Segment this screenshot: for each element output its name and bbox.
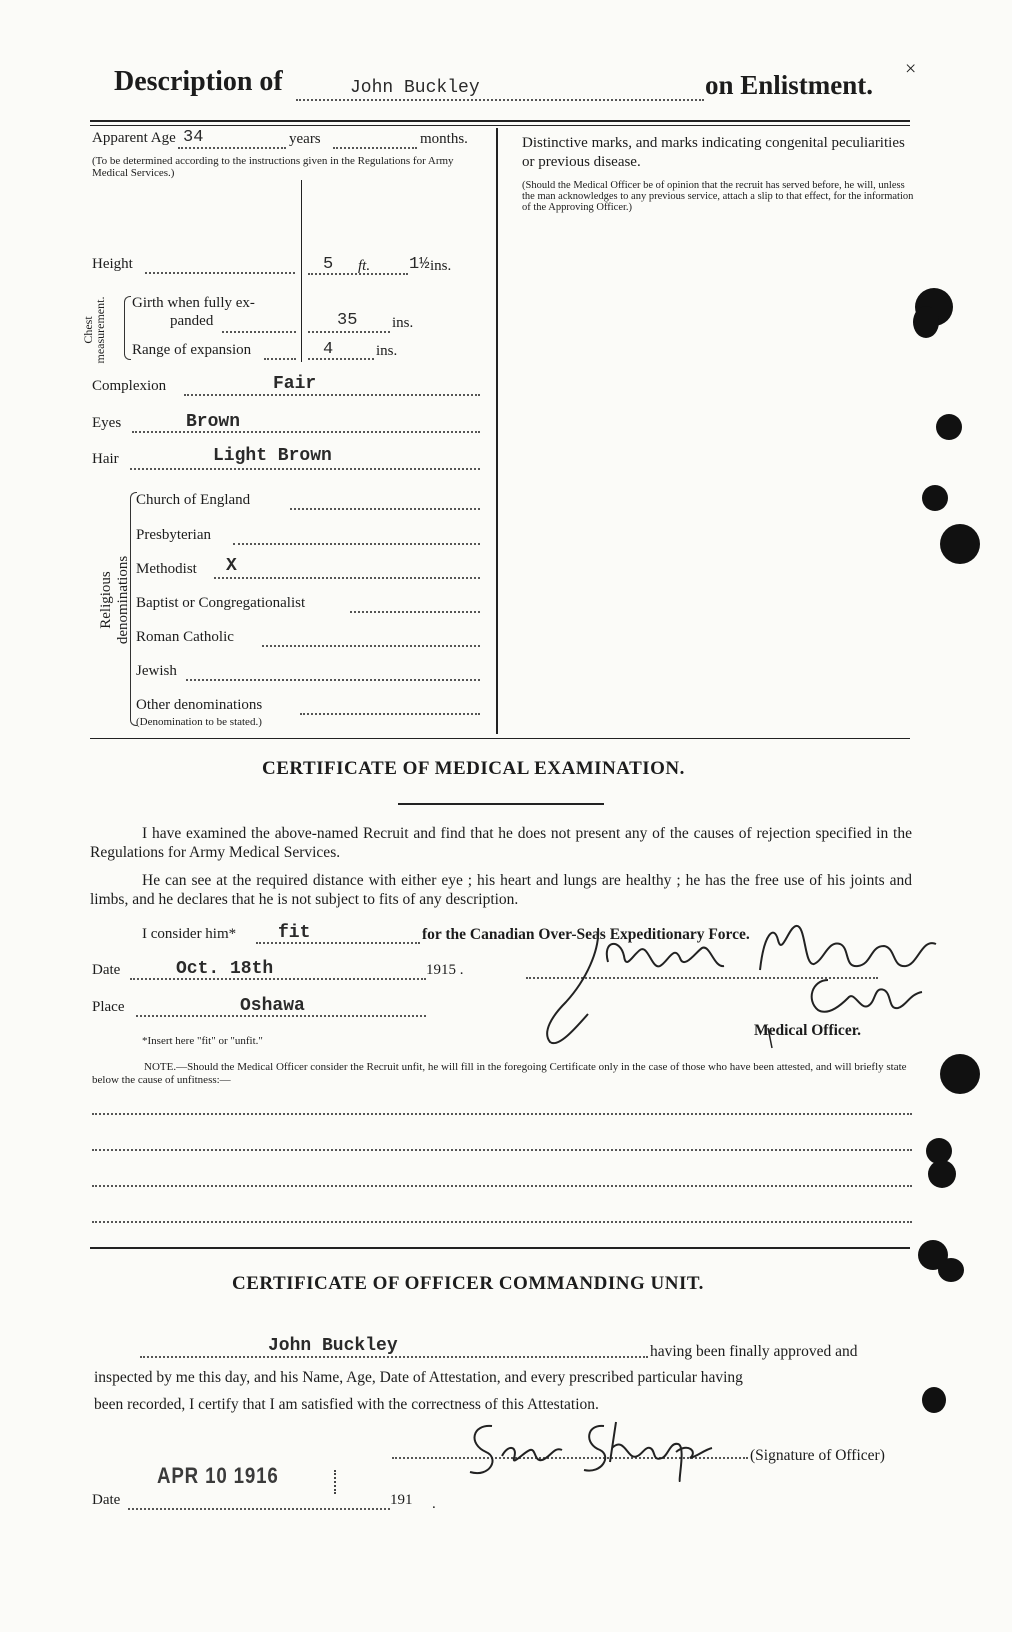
- girth-label-2: panded: [170, 313, 214, 329]
- medical-date-value: Oct. 18th: [176, 959, 274, 979]
- unfit-line-3: [92, 1185, 912, 1187]
- medical-certificate-title: CERTIFICATE OF MEDICAL EXAMINATION.: [262, 758, 685, 779]
- apparent-age-label: Apparent Age: [92, 130, 176, 146]
- height-ins-label: ins.: [430, 258, 452, 274]
- binder-hole-10: [922, 1387, 946, 1413]
- religion-jewish: Jewish: [136, 663, 177, 679]
- girth-value: 35: [337, 311, 358, 330]
- binder-hole-9: [938, 1258, 964, 1282]
- insert-fit-note: *Insert here "fit" or "unfit.": [142, 1035, 263, 1047]
- unfit-note: NOTE.—Should the Medical Officer consider the Recruit unfit, he will fill in the foregoing Certificate only in the case of those who have been attested, and will briefly state below the cause of unfitness:—: [92, 1061, 907, 1086]
- header-rule-thin: [90, 125, 910, 126]
- hair-value: Light Brown: [213, 446, 332, 466]
- medical-place-label: Place: [92, 999, 125, 1015]
- religion-other-note: (Denomination to be stated.): [136, 716, 262, 728]
- religion-baptist: Baptist or Congregationalist: [136, 595, 306, 611]
- commanding-text-3: been recorded, I certify that I am satisfied with the correctness of this Attestation.: [94, 1396, 599, 1413]
- months-label: months.: [420, 131, 468, 147]
- unfit-line-1: [92, 1113, 912, 1115]
- section-rule-1: [90, 738, 910, 739]
- commanding-officer-signature: [452, 1412, 722, 1482]
- binder-hole-7: [928, 1160, 956, 1188]
- medical-officer-signature: [528, 910, 968, 1050]
- hair-label: Hair: [92, 451, 119, 467]
- chest-measurement-label: Chest measurement.: [81, 296, 107, 364]
- corner-mark-icon: ×: [905, 58, 917, 80]
- header-name: John Buckley: [350, 78, 480, 98]
- age-note: (To be determined according to the instructions given in the Regulations for Army Medical Services.): [92, 155, 454, 179]
- commanding-name-value: John Buckley: [268, 1336, 398, 1356]
- medical-para-2: He can see at the required distance with either eye ; his heart and lungs are healthy ; he has the free use of his joints and limbs, and he declares that he is not subject to fits of any description.: [90, 872, 912, 908]
- column-divider: [496, 128, 498, 734]
- religion-roman-catholic: Roman Catholic: [136, 629, 234, 645]
- distinctive-marks-note: (Should the Medical Officer be of opinion that the recruit has served before, he will, unless the man acknowledges to any previous service, attach a slip to that effect, for the information of the Approving Officer.): [522, 180, 914, 213]
- eyes-label: Eyes: [92, 415, 122, 431]
- signature-of-officer-label: (Signature of Officer): [750, 1447, 885, 1464]
- distinctive-marks-heading: Distinctive marks, and marks indicating congenital peculiarities or previous disease.: [522, 135, 905, 170]
- height-label: Height: [92, 256, 133, 272]
- religion-methodist-mark: X: [226, 556, 237, 576]
- medical-place-value: Oshawa: [240, 996, 305, 1016]
- medical-officer-label: Medical Officer.: [754, 1022, 862, 1039]
- binder-hole-1b: [913, 306, 939, 338]
- binder-hole-5: [940, 1054, 980, 1094]
- complexion-value: Fair: [273, 374, 317, 394]
- religion-methodist: Methodist: [136, 561, 197, 577]
- religious-denominations-label: Religious denominations: [98, 555, 131, 645]
- girth-label-1: Girth when fully ex-: [132, 295, 255, 311]
- religion-other: Other denominations: [136, 697, 263, 713]
- stamp-tick-mark: [334, 1470, 338, 1494]
- girth-ins-label: ins.: [392, 315, 414, 331]
- consider-him-label: I consider him*: [142, 926, 237, 942]
- age-value: 34: [183, 128, 204, 147]
- commanding-certificate-title: CERTIFICATE OF OFFICER COMMANDING UNIT.: [232, 1273, 704, 1294]
- unfit-line-4: [92, 1221, 912, 1223]
- medical-year-value: 1915 .: [426, 962, 464, 978]
- years-label: years: [289, 131, 321, 147]
- trailing-dot: .: [432, 1496, 436, 1512]
- eyes-value: Brown: [186, 412, 241, 432]
- height-in-value: 1½: [409, 255, 430, 274]
- unfit-line-2: [92, 1149, 912, 1151]
- header-rule: [90, 120, 910, 122]
- chest-bracket: [124, 296, 131, 360]
- binder-hole-4: [940, 524, 980, 564]
- height-ft-value: 5: [323, 255, 334, 274]
- binder-hole-3: [922, 485, 948, 511]
- binder-hole-2: [936, 414, 962, 440]
- medical-para-1: I have examined the above-named Recruit and find that he does not present any of the causes of rejection specified in the Regulations for Army Medical Services.: [90, 825, 912, 861]
- header-description-of: Description of: [114, 66, 283, 97]
- religion-presbyterian: Presbyterian: [136, 527, 211, 543]
- commanding-year-prefix: 191: [390, 1492, 413, 1508]
- section-rule-2: [90, 1247, 910, 1249]
- commanding-text-2: inspected by me this day, and his Name, Age, Date of Attestation, and every prescribed particular having: [94, 1369, 743, 1386]
- height-box-line: [301, 180, 302, 362]
- commanding-date-label: Date: [92, 1492, 121, 1508]
- ft-label: ft.: [358, 258, 371, 274]
- force-label: for the Canadian Over-Seas Expeditionary Force.: [422, 926, 750, 943]
- commanding-text-1: having been finally approved and: [650, 1343, 858, 1360]
- date-stamp: APR 10 1916: [157, 1463, 279, 1488]
- expansion-label: Range of expansion: [132, 342, 252, 358]
- medical-date-label: Date: [92, 962, 121, 978]
- expansion-ins-label: ins.: [376, 343, 398, 359]
- header-on-enlistment: on Enlistment.: [705, 70, 874, 100]
- medical-title-rule: [398, 803, 604, 805]
- fit-value: fit: [278, 923, 311, 943]
- religion-church-of-england: Church of England: [136, 492, 251, 508]
- complexion-label: Complexion: [92, 378, 167, 394]
- expansion-value: 4: [323, 340, 334, 359]
